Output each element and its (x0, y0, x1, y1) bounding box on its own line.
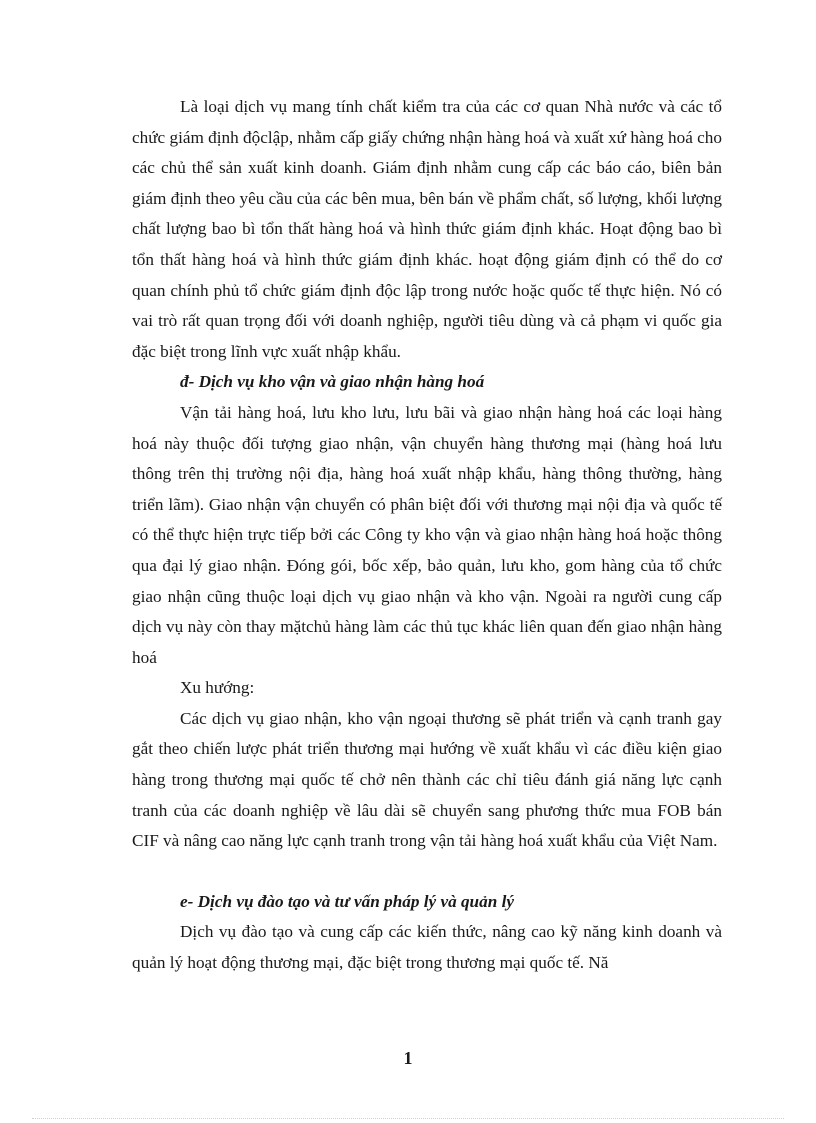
page-bottom-divider (32, 1118, 784, 1119)
paragraph-inspection-services: Là loại dịch vụ mang tính chất kiểm tra của các cơ quan Nhà nước và các tổ chức giám định độclập, nhằm cấp giấy chứng nhận hàng hoá và xuất xứ hàng hoá cho các chủ thể sản xuất kinh doanh. Giám định nhằm cung cấp các báo cáo, biên bản giám định theo yêu cầu của các bên mua, bên bán về phẩm chất, số lượng, khối lượng chất lượng bao bì tổn thất hàng hoá và hình thức giám định khác. Hoạt động bao bì tổn thất hàng hoá và hình thức giám định khác. hoạt động giám định có thể do cơ quan chính phủ tổ chức giám định độc lập trong nước hoặc quốc tế thực hiện. Nó có vai trò rất quan trọng đối với doanh nghiệp, người tiêu dùng và cả phạm vi quốc gia đặc biệt trong lĩnh vực xuất nhập khẩu. (132, 97, 722, 361)
section-heading-training: e- Dịch vụ đào tạo và tư vấn pháp lý và quản lý (180, 891, 514, 911)
page-number: 1 (403, 1048, 413, 1068)
section-heading-logistics: đ- Dịch vụ kho vận và giao nhận hàng hoá (180, 372, 485, 392)
paragraph-training: Dịch vụ đào tạo và cung cấp các kiến thức, nâng cao kỹ năng kinh doanh và quản lý hoạt động thương mại, đặc biệt trong thương mại quốc tế. Nă (132, 922, 722, 973)
paragraph-spacer (132, 857, 722, 887)
paragraph-trend: Các dịch vụ giao nhận, kho vận ngoại thương sẽ phát triển và cạnh tranh gay gắt theo chiến lược phát triển thương mại hướng về xuất khẩu vì các điều kiện giao hàng trong thương mại quốc tế chở nên thành các chỉ tiêu đánh giá năng lực cạnh tranh của các doanh nghiệp về lâu dài sẽ chuyển sang phương thức mua FOB bán CIF và nâng cao năng lực cạnh tranh trong vận tải hàng hoá xuất khẩu của Việt Nam. (132, 708, 722, 851)
paragraph-logistics: Vận tải hàng hoá, lưu kho lưu, lưu bãi và giao nhận hàng hoá các loại hàng hoá này thuộc đối tượng giao nhận, vận chuyển hàng thương mại (hàng hoá lưu thông trên thị trường nội địa, hàng hoá xuất nhập khẩu, hàng thông thường, hàng triển lãm). Giao nhận vận chuyển có phân biệt đối với thương mại nội địa và quốc tế có thể thực hiện trực tiếp bởi các Công ty kho vận và giao nhận hàng hoá hoặc thông qua đại lý giao nhận. Đóng gói, bốc xếp, bảo quản, lưu kho, gom hàng của tổ chức giao nhận cũng thuộc loại dịch vụ giao nhận và kho vận. Ngoài ra người cung cấp dịch vụ này còn thay mặtchủ hàng làm các thủ tục khác liên quan đến giao nhận hàng hoá (132, 402, 722, 667)
paragraph-trend-label: Xu hướng: (180, 678, 255, 698)
document-body (132, 92, 722, 979)
